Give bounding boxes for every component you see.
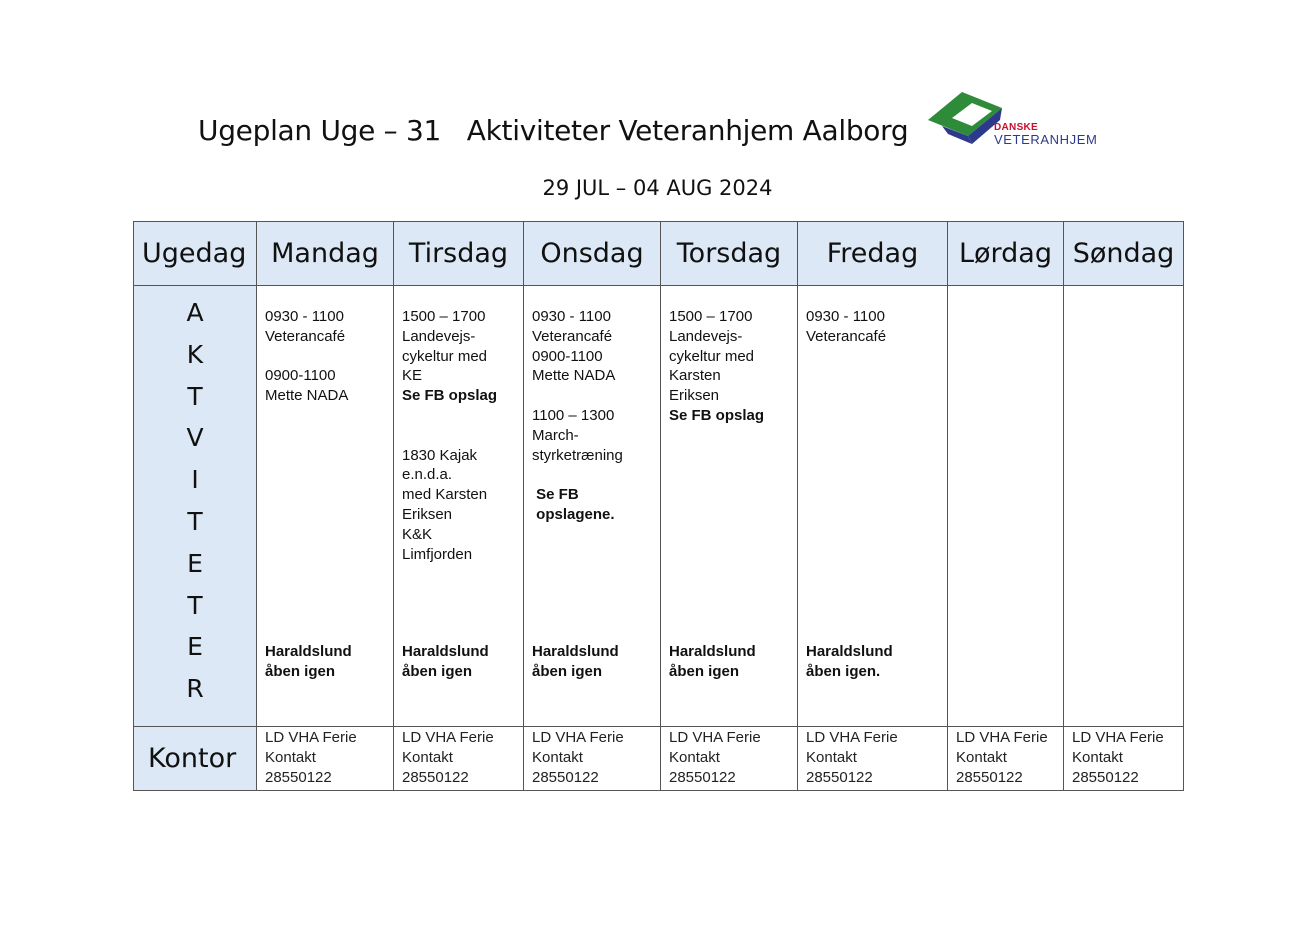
activity-line: KE	[402, 367, 423, 385]
activity-events	[669, 307, 764, 426]
day-header-onsdag: Onsdag	[524, 222, 661, 286]
activity-line: Landevejs-	[669, 327, 743, 345]
activity-footer-note	[669, 642, 756, 682]
activities-letter: R	[186, 674, 204, 704]
activities-letter: I	[191, 465, 199, 495]
date-range: 29 JUL – 04 AUG 2024	[542, 176, 773, 200]
day-header-sondag: Søndag	[1064, 222, 1184, 286]
activities-letter: V	[186, 423, 204, 453]
office-line: LD VHA Ferie	[402, 729, 494, 746]
activity-line: Veterancafé	[265, 327, 346, 345]
activities-letter: T	[187, 590, 203, 620]
activity-events	[402, 307, 497, 564]
activity-cell-fredag	[798, 286, 948, 727]
activities-letter: T	[187, 381, 203, 411]
activity-footer-line: åben igen	[265, 662, 336, 680]
activity-line: K&K	[402, 525, 433, 543]
activity-footer-line: Haraldslund	[669, 643, 756, 660]
office-cell-tirsdag	[394, 727, 524, 791]
office-line: LD VHA Ferie	[669, 729, 761, 746]
day-header-lordag: Lørdag	[948, 222, 1064, 286]
activity-events	[532, 307, 623, 525]
office-cell-mandag	[257, 727, 394, 791]
activities-letter: E	[187, 548, 203, 578]
office-line: Kontakt	[806, 748, 857, 766]
day-header-mandag: Mandag	[257, 222, 394, 286]
activity-footer-line: Haraldslund	[532, 643, 619, 660]
activity-line: 1830 Kajak	[402, 446, 478, 464]
activity-line	[532, 386, 623, 406]
activity-line: 0900-1100	[265, 367, 336, 385]
activity-line: 1100 – 1300	[532, 406, 615, 424]
activity-footer-line: Haraldslund	[402, 643, 489, 660]
activity-footer-note	[532, 642, 619, 682]
office-line: LD VHA Ferie	[806, 729, 898, 746]
activity-line: Veterancafé	[532, 327, 613, 345]
office-line: 28550122	[1072, 768, 1139, 786]
weekly-schedule-table	[133, 221, 1184, 791]
office-line: LD VHA Ferie	[265, 729, 357, 746]
activity-line: Eriksen	[669, 387, 720, 405]
activity-line	[265, 347, 348, 367]
office-label: Kontor	[134, 727, 257, 791]
office-cell-onsdag	[524, 727, 661, 791]
activity-footer-note	[806, 642, 893, 682]
activity-cell-onsdag	[524, 286, 661, 727]
logo-text-veteranhjem: VETERANHJEM	[994, 132, 1098, 147]
activity-cell-mandag	[257, 286, 394, 727]
activity-line: March-	[532, 426, 579, 444]
activity-line: Mette NADA	[265, 387, 349, 405]
activities-letter: T	[187, 506, 203, 536]
activity-line: Veterancafé	[806, 327, 887, 345]
activity-footer-line: åben igen	[532, 662, 603, 680]
activity-line: Eriksen	[402, 505, 453, 523]
activity-line: Landevejs-	[402, 327, 476, 345]
office-cell-torsdag	[661, 727, 798, 791]
activity-line: Limfjorden	[402, 545, 473, 563]
office-line: 28550122	[669, 768, 736, 786]
activity-line	[402, 406, 497, 426]
activity-line: 1500 – 1700	[402, 308, 486, 325]
header-row	[134, 222, 1184, 286]
office-line: Kontakt	[265, 748, 316, 766]
activities-row	[134, 286, 1184, 727]
office-line: Kontakt	[956, 748, 1007, 766]
office-cell-fredag	[798, 727, 948, 791]
office-line: Kontakt	[402, 748, 453, 766]
activities-letter: A	[186, 298, 204, 327]
activity-line: Se FB	[532, 486, 579, 504]
office-row	[134, 727, 1184, 791]
office-line: LD VHA Ferie	[532, 729, 624, 746]
activity-footer-note	[402, 642, 489, 682]
activity-cell-torsdag	[661, 286, 798, 727]
activity-line: Mette NADA	[532, 367, 616, 385]
activity-line: Se FB opslag	[402, 387, 498, 405]
office-line: Kontakt	[1072, 748, 1123, 766]
activity-events	[806, 307, 886, 347]
office-line: LD VHA Ferie	[1072, 729, 1164, 746]
activity-cell-tirsdag	[394, 286, 524, 727]
corner-label: Ugedag	[134, 222, 257, 286]
activity-cell-lordag	[948, 286, 1064, 727]
activities-label-cell	[134, 286, 257, 727]
activity-line: Se FB opslag	[669, 406, 765, 424]
activity-line	[532, 465, 623, 485]
activity-line: cykeltur med	[669, 347, 755, 365]
activity-line: opslagene.	[532, 505, 615, 523]
activity-footer-note	[265, 642, 352, 682]
activity-line: 0900-1100	[532, 347, 603, 365]
page-title: Ugeplan Uge – 31 Aktiviteter Veteranhjem Aalborg	[198, 114, 909, 147]
office-line: 28550122	[265, 768, 332, 786]
activity-line: styrketræning	[532, 446, 623, 464]
activity-footer-line: Haraldslund	[806, 643, 893, 660]
office-line: LD VHA Ferie	[956, 729, 1048, 746]
logo-text-danske: DANSKE	[994, 122, 1039, 133]
activity-line: 1500 – 1700	[669, 308, 753, 325]
activity-line: Karsten	[669, 367, 721, 385]
activity-line: 0930 - 1100	[265, 308, 344, 325]
activity-footer-line: åben igen	[402, 662, 473, 680]
activity-line	[402, 426, 497, 446]
activity-cell-sondag	[1064, 286, 1184, 727]
activity-line: cykeltur med	[402, 347, 488, 365]
day-header-fredag: Fredag	[798, 222, 948, 286]
activity-footer-line: åben igen.	[806, 662, 881, 680]
activities-vertical-label	[134, 286, 256, 710]
office-cell-lordag	[948, 727, 1064, 791]
activity-footer-line: åben igen	[669, 662, 740, 680]
activity-line: e.n.d.a.	[402, 466, 453, 484]
office-cell-sondag	[1064, 727, 1184, 791]
office-line: Kontakt	[669, 748, 720, 766]
activity-events	[265, 307, 348, 406]
activities-letter: E	[187, 632, 203, 662]
activity-line: 0930 - 1100	[806, 308, 885, 325]
activity-footer-line: Haraldslund	[265, 643, 352, 660]
day-header-torsdag: Torsdag	[661, 222, 798, 286]
activity-line: med Karsten	[402, 486, 488, 504]
activities-letter: K	[186, 339, 204, 369]
office-line: 28550122	[532, 768, 599, 786]
day-header-tirsdag: Tirsdag	[394, 222, 524, 286]
office-line: 28550122	[956, 768, 1023, 786]
office-line: Kontakt	[532, 748, 583, 766]
office-line: 28550122	[402, 768, 469, 786]
office-line: 28550122	[806, 768, 873, 786]
activity-line: 0930 - 1100	[532, 308, 611, 325]
